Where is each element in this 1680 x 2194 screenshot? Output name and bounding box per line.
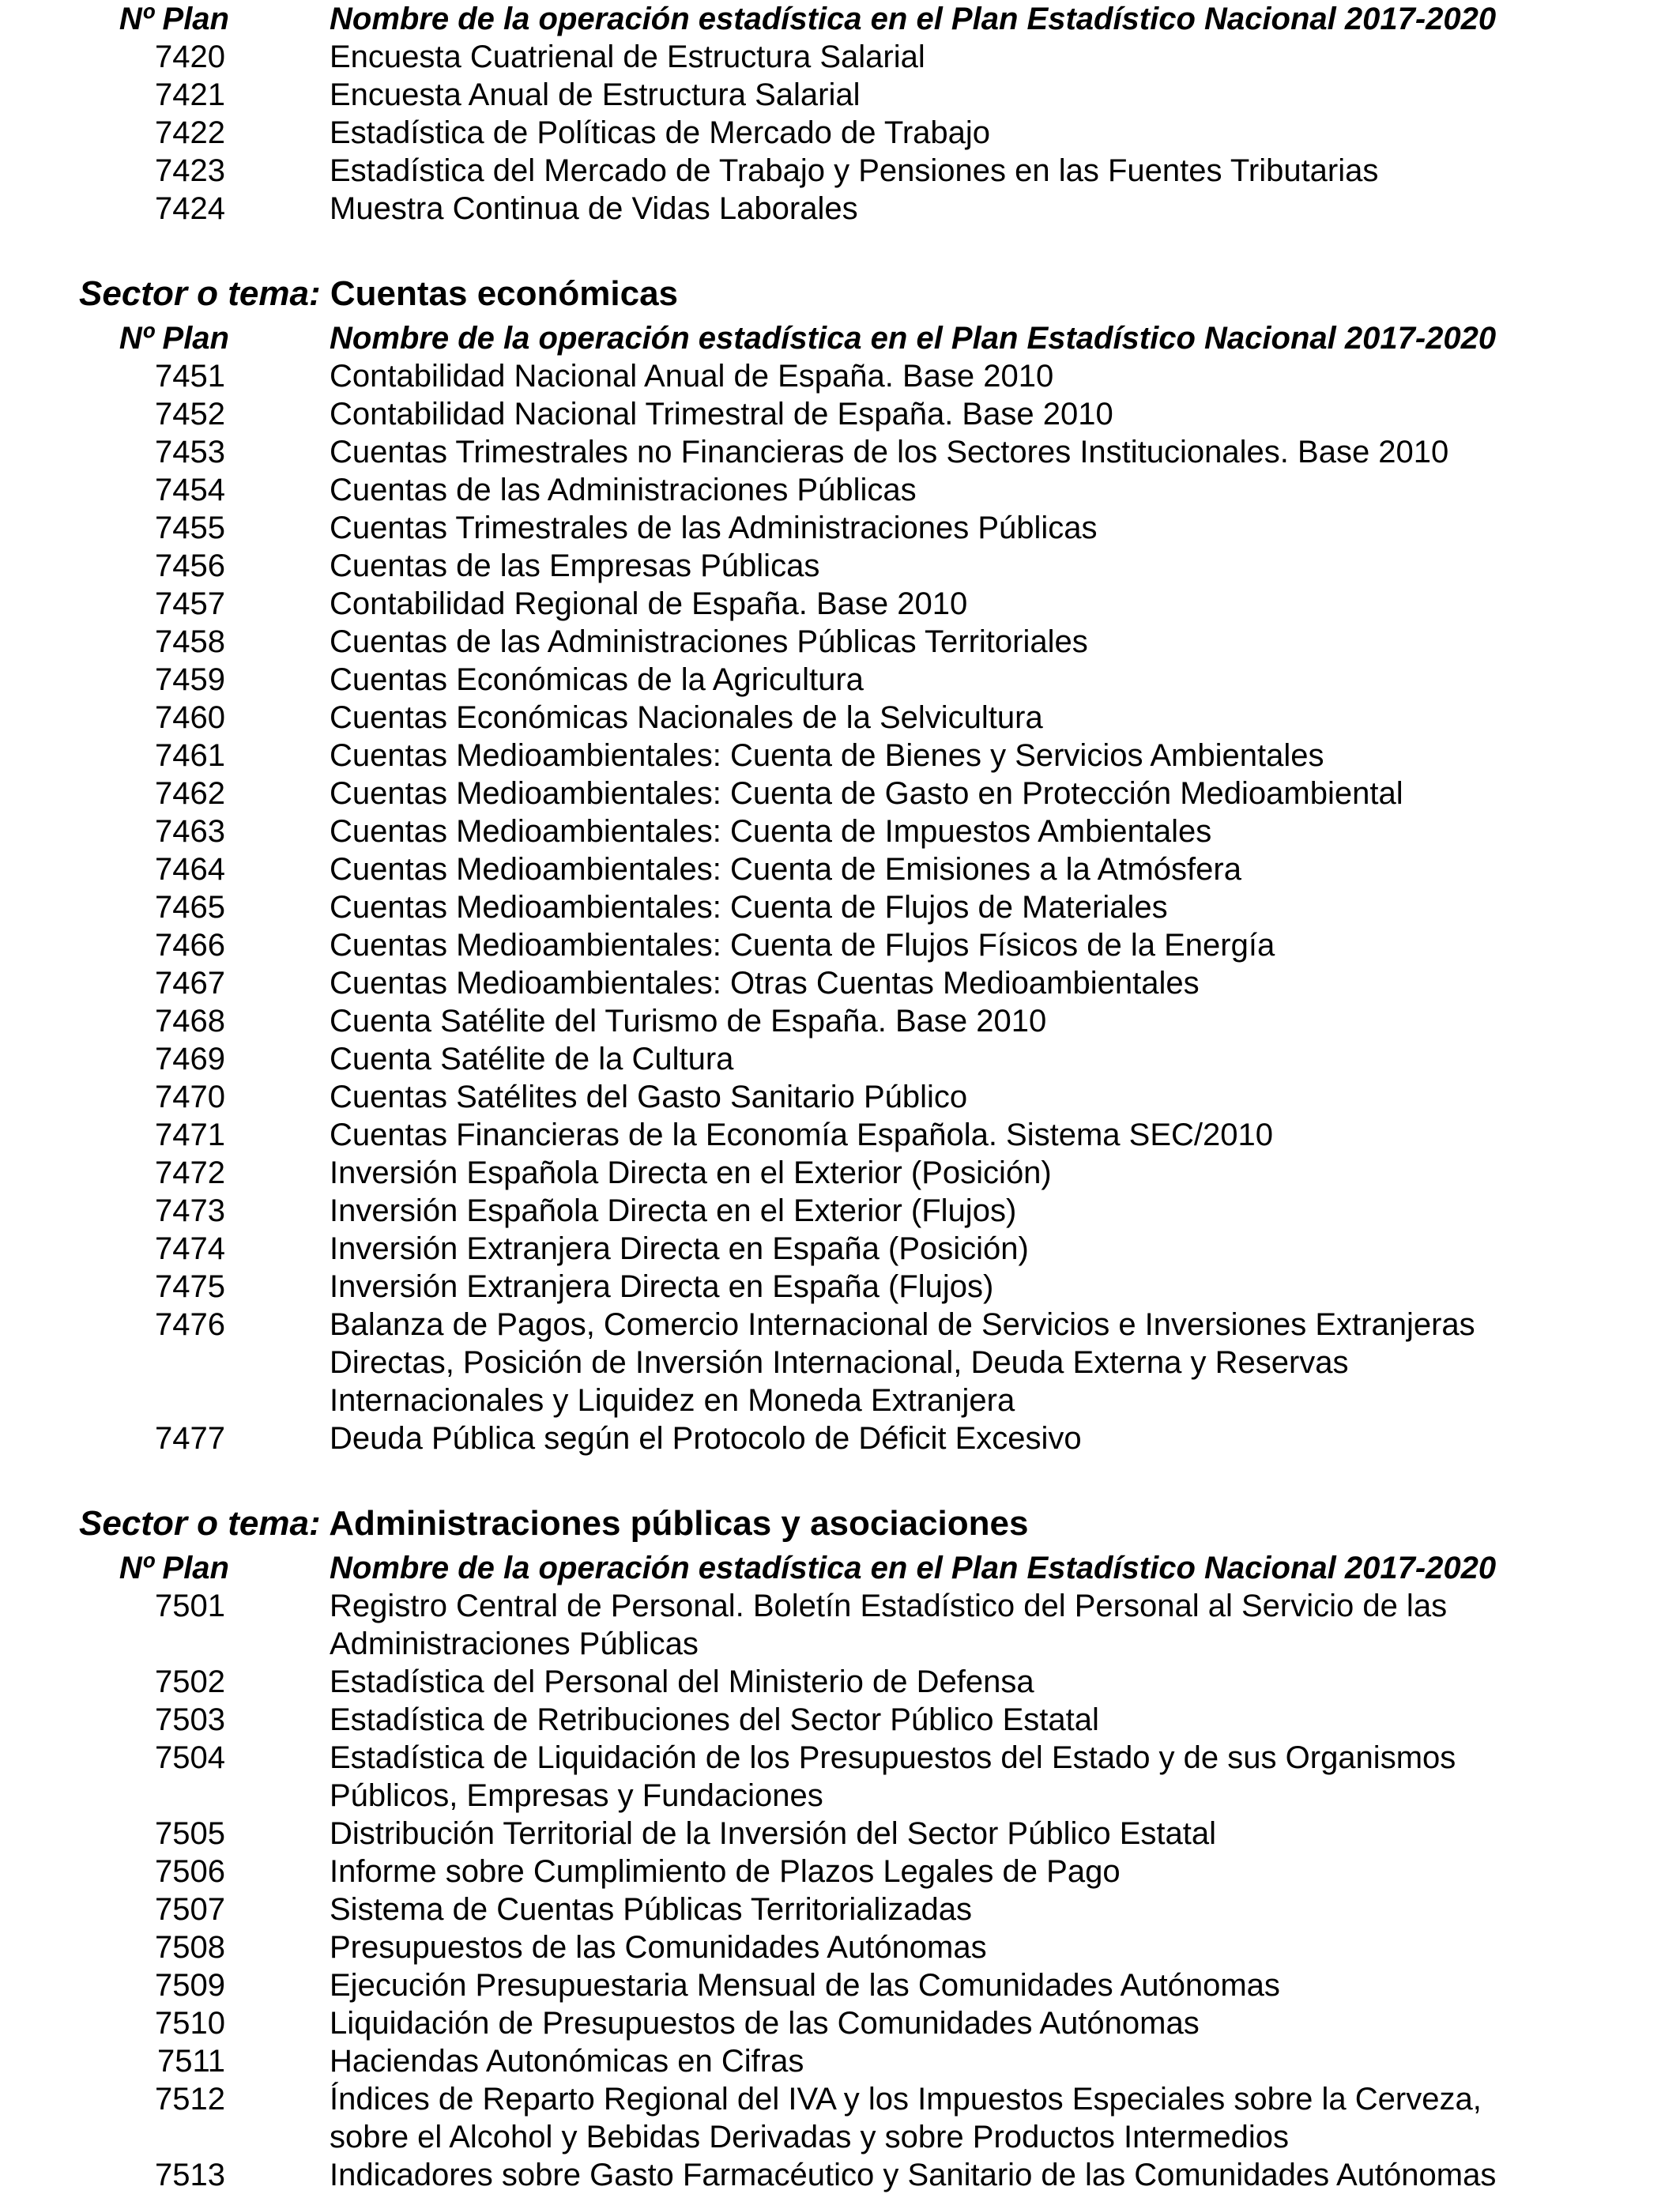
operation-name-line: Distribución Territorial de la Inversión del Sector Público Estatal bbox=[330, 1816, 1217, 1851]
plan-number: 7504 bbox=[155, 1740, 225, 1775]
table-row bbox=[0, 114, 1680, 152]
table-row bbox=[0, 775, 1680, 812]
column-header-name: Nombre de la operación estadística en el Plan Estadístico Nacional 2017-2020 bbox=[330, 1551, 1497, 1585]
table-row bbox=[0, 1154, 1680, 1192]
column-header-name: Nombre de la operación estadística en el Plan Estadístico Nacional 2017-2020 bbox=[330, 2, 1497, 36]
plan-number: 7475 bbox=[155, 1269, 225, 1304]
table-header bbox=[0, 1549, 1680, 1587]
plan-number: 7509 bbox=[155, 1968, 225, 2003]
sector-label: Sector o tema: bbox=[79, 274, 321, 313]
plan-number: 7463 bbox=[155, 814, 225, 849]
operation-name-line: Ejecución Presupuestaria Mensual de las Comunidades Autónomas bbox=[330, 1968, 1280, 2003]
plan-number: 7511 bbox=[156, 2044, 225, 2079]
operation-name-line: Cuentas Medioambientales: Cuenta de Bienes y Servicios Ambientales bbox=[330, 738, 1324, 773]
plan-number: 7468 bbox=[155, 1004, 225, 1039]
table-row bbox=[0, 357, 1680, 395]
plan-number: 7451 bbox=[155, 359, 225, 394]
operation-name-line: Administraciones Públicas bbox=[330, 1627, 699, 1661]
table-row bbox=[0, 1587, 1680, 1663]
table-row bbox=[0, 1116, 1680, 1154]
operation-name-line: Encuesta Anual de Estructura Salarial bbox=[330, 77, 861, 112]
operation-name-line: Índices de Reparto Regional del IVA y los Impuestos Especiales sobre la Cerveza, bbox=[330, 2082, 1482, 2117]
table-row bbox=[0, 1853, 1680, 1891]
operation-name-line: Contabilidad Regional de España. Base 2010 bbox=[330, 586, 968, 621]
table-row bbox=[0, 1419, 1680, 1457]
operation-name-line: Cuentas Satélites del Gasto Sanitario Público bbox=[330, 1080, 968, 1114]
sector-name: Cuentas económicas bbox=[330, 274, 679, 313]
plan-number: 7460 bbox=[155, 700, 225, 735]
section-block bbox=[0, 1498, 1680, 2194]
table-row bbox=[0, 190, 1680, 228]
section-spacer bbox=[0, 228, 1680, 269]
operation-name-line: Contabilidad Nacional Trimestral de España. Base 2010 bbox=[330, 397, 1113, 432]
operation-name-line: Cuentas de las Administraciones Públicas bbox=[330, 473, 917, 507]
table-row bbox=[0, 661, 1680, 699]
operation-name-line: Informe sobre Cumplimiento de Plazos Legales de Pago bbox=[330, 1854, 1121, 1889]
operation-name-line: Inversión Extranjera Directa en España (Posición) bbox=[330, 1231, 1029, 1266]
plan-number: 7454 bbox=[155, 473, 225, 507]
operation-name-line: Inversión Española Directa en el Exterior (Flujos) bbox=[330, 1193, 1017, 1228]
table-row bbox=[0, 850, 1680, 888]
operation-name-line: Contabilidad Nacional Anual de España. Base 2010 bbox=[330, 359, 1054, 394]
operation-name-line: Cuentas Medioambientales: Otras Cuentas Medioambientales bbox=[330, 966, 1200, 1001]
plan-number: 7513 bbox=[155, 2158, 225, 2192]
operation-name-line: Muestra Continua de Vidas Laborales bbox=[330, 191, 858, 226]
operation-name-line: Cuentas Trimestrales de las Administraciones Públicas bbox=[330, 511, 1098, 545]
plan-number: 7471 bbox=[155, 1118, 225, 1152]
operation-name-line: Deuda Pública según el Protocolo de Déficit Excesivo bbox=[330, 1421, 1082, 1456]
plan-number: 7455 bbox=[155, 511, 225, 545]
operation-name-line: Inversión Extranjera Directa en España (Flujos) bbox=[330, 1269, 994, 1304]
plan-number: 7474 bbox=[155, 1231, 225, 1266]
table-row bbox=[0, 1739, 1680, 1815]
operation-name-line: Presupuestos de las Comunidades Autónomas bbox=[330, 1930, 987, 1965]
operation-name-line: Balanza de Pagos, Comercio Internacional de Servicios e Inversiones Extranjeras bbox=[330, 1307, 1475, 1342]
plan-number: 7477 bbox=[155, 1421, 225, 1456]
operation-name-line: Liquidación de Presupuestos de las Comunidades Autónomas bbox=[330, 2006, 1200, 2041]
operation-name-line: sobre el Alcohol y Bebidas Derivadas y sobre Productos Intermedios bbox=[330, 2120, 1289, 2154]
operation-name-line: Haciendas Autonómicas en Cifras bbox=[330, 2044, 804, 2079]
plan-number: 7452 bbox=[155, 397, 225, 432]
table-row bbox=[0, 2042, 1680, 2080]
table-row bbox=[0, 547, 1680, 585]
table-row bbox=[0, 1078, 1680, 1116]
table-row bbox=[0, 38, 1680, 76]
table-row bbox=[0, 926, 1680, 964]
operation-name-line: Cuentas Financieras de la Economía Española. Sistema SEC/2010 bbox=[330, 1118, 1274, 1152]
table-row bbox=[0, 76, 1680, 114]
table-row bbox=[0, 1663, 1680, 1701]
table-row bbox=[0, 888, 1680, 926]
operation-name-line: Cuentas de las Empresas Públicas bbox=[330, 548, 820, 583]
operation-name-line: Cuentas Medioambientales: Cuenta de Impuestos Ambientales bbox=[330, 814, 1212, 849]
table-row bbox=[0, 152, 1680, 190]
plan-number: 7473 bbox=[155, 1193, 225, 1228]
operation-name-line: Cuentas Medioambientales: Cuenta de Gasto en Protección Medioambiental bbox=[330, 776, 1403, 811]
table-row bbox=[0, 509, 1680, 547]
plan-number: 7469 bbox=[155, 1042, 225, 1076]
plan-number: 7423 bbox=[155, 153, 225, 188]
table-row bbox=[0, 1230, 1680, 1268]
table-row bbox=[0, 2156, 1680, 2194]
column-header-code: Nº Plan bbox=[119, 321, 229, 356]
operation-name-line: Cuentas Trimestrales no Financieras de los Sectores Institucionales. Base 2010 bbox=[330, 435, 1449, 469]
table-row bbox=[0, 1306, 1680, 1419]
plan-number: 7510 bbox=[155, 2006, 225, 2041]
sector-label: Sector o tema: bbox=[79, 1504, 321, 1543]
operation-name-line: Cuenta Satélite de la Cultura bbox=[330, 1042, 734, 1076]
table-row bbox=[0, 2080, 1680, 2156]
plan-number: 7453 bbox=[155, 435, 225, 469]
operation-name-line: Indicadores sobre Gasto Farmacéutico y Sanitario de las Comunidades Autónomas bbox=[330, 2158, 1497, 2192]
column-header-code: Nº Plan bbox=[119, 2, 229, 36]
column-header-code: Nº Plan bbox=[119, 1551, 229, 1585]
plan-number: 7470 bbox=[155, 1080, 225, 1114]
operation-name-line: Cuentas Económicas de la Agricultura bbox=[330, 662, 864, 697]
plan-number: 7502 bbox=[155, 1664, 225, 1699]
plan-number: 7462 bbox=[155, 776, 225, 811]
section-spacer bbox=[0, 1457, 1680, 1498]
table-row bbox=[0, 1701, 1680, 1739]
table-row bbox=[0, 395, 1680, 433]
plan-number: 7461 bbox=[155, 738, 225, 773]
plan-number: 7457 bbox=[155, 586, 225, 621]
table-row bbox=[0, 1815, 1680, 1853]
sector-heading bbox=[0, 269, 1680, 319]
table-row bbox=[0, 1040, 1680, 1078]
operation-name-line: Encuesta Cuatrienal de Estructura Salarial bbox=[330, 40, 925, 74]
section-block bbox=[0, 0, 1680, 228]
table-row bbox=[0, 1966, 1680, 2004]
table-row bbox=[0, 812, 1680, 850]
plan-number: 7464 bbox=[155, 852, 225, 887]
plan-number: 7424 bbox=[155, 191, 225, 226]
operation-name-line: Cuentas Económicas Nacionales de la Selvicultura bbox=[330, 700, 1043, 735]
plan-number: 7467 bbox=[155, 966, 225, 1001]
operation-name-line: Inversión Española Directa en el Exterior (Posición) bbox=[330, 1155, 1052, 1190]
table-row bbox=[0, 1268, 1680, 1306]
operation-name-line: Internacionales y Liquidez en Moneda Extranjera bbox=[330, 1383, 1015, 1418]
plan-number: 7503 bbox=[155, 1702, 225, 1737]
table-row bbox=[0, 471, 1680, 509]
plan-number: 7512 bbox=[155, 2082, 225, 2117]
operation-name-line: Cuenta Satélite del Turismo de España. Base 2010 bbox=[330, 1004, 1047, 1039]
plan-number: 7421 bbox=[155, 77, 225, 112]
operation-name-line: Cuentas Medioambientales: Cuenta de Flujos de Materiales bbox=[330, 890, 1168, 925]
operation-name-line: Públicos, Empresas y Fundaciones bbox=[330, 1778, 823, 1813]
operation-name-line: Sistema de Cuentas Públicas Territorializadas bbox=[330, 1892, 972, 1927]
table-row bbox=[0, 585, 1680, 623]
plan-number: 7466 bbox=[155, 928, 225, 963]
operation-name-line: Estadística del Personal del Ministerio de Defensa bbox=[330, 1664, 1034, 1699]
plan-number: 7508 bbox=[155, 1930, 225, 1965]
table-row bbox=[0, 1928, 1680, 1966]
plan-number: 7505 bbox=[155, 1816, 225, 1851]
table-header bbox=[0, 319, 1680, 357]
operation-name-line: Cuentas Medioambientales: Cuenta de Flujos Físicos de la Energía bbox=[330, 928, 1275, 963]
table-row bbox=[0, 699, 1680, 737]
plan-number: 7456 bbox=[155, 548, 225, 583]
plan-number: 7422 bbox=[155, 115, 225, 150]
operation-name-line: Estadística de Liquidación de los Presupuestos del Estado y de sus Organismos bbox=[330, 1740, 1456, 1775]
operation-name-line: Cuentas Medioambientales: Cuenta de Emisiones a la Atmósfera bbox=[330, 852, 1241, 887]
table-row bbox=[0, 1002, 1680, 1040]
plan-number: 7459 bbox=[155, 662, 225, 697]
operation-name-line: Estadística del Mercado de Trabajo y Pensiones en las Fuentes Tributarias bbox=[330, 153, 1379, 188]
operation-name-line: Estadística de Retribuciones del Sector Público Estatal bbox=[330, 1702, 1099, 1737]
operation-name-line: Cuentas de las Administraciones Públicas Territoriales bbox=[330, 624, 1088, 659]
plan-number: 7506 bbox=[155, 1854, 225, 1889]
table-row bbox=[0, 433, 1680, 471]
table-row bbox=[0, 964, 1680, 1002]
sector-heading bbox=[0, 1498, 1680, 1549]
operation-name-line: Registro Central de Personal. Boletín Estadístico del Personal al Servicio de las bbox=[330, 1589, 1448, 1623]
table-row bbox=[0, 623, 1680, 661]
plan-number: 7472 bbox=[155, 1155, 225, 1190]
operation-name-line: Estadística de Políticas de Mercado de Trabajo bbox=[330, 115, 991, 150]
table-row bbox=[0, 1891, 1680, 1928]
plan-number: 7501 bbox=[155, 1589, 225, 1623]
table-row bbox=[0, 1192, 1680, 1230]
table-header bbox=[0, 0, 1680, 38]
sector-name: Administraciones públicas y asociaciones bbox=[329, 1504, 1029, 1543]
plan-number: 7476 bbox=[155, 1307, 225, 1342]
column-header-name: Nombre de la operación estadística en el Plan Estadístico Nacional 2017-2020 bbox=[330, 321, 1497, 356]
plan-number: 7458 bbox=[155, 624, 225, 659]
operation-name-line: Directas, Posición de Inversión Internacional, Deuda Externa y Reservas bbox=[330, 1345, 1349, 1380]
plan-number: 7420 bbox=[155, 40, 225, 74]
table-row bbox=[0, 2004, 1680, 2042]
plan-number: 7507 bbox=[155, 1892, 225, 1927]
section-block bbox=[0, 269, 1680, 1457]
table-row bbox=[0, 737, 1680, 775]
plan-number: 7465 bbox=[155, 890, 225, 925]
